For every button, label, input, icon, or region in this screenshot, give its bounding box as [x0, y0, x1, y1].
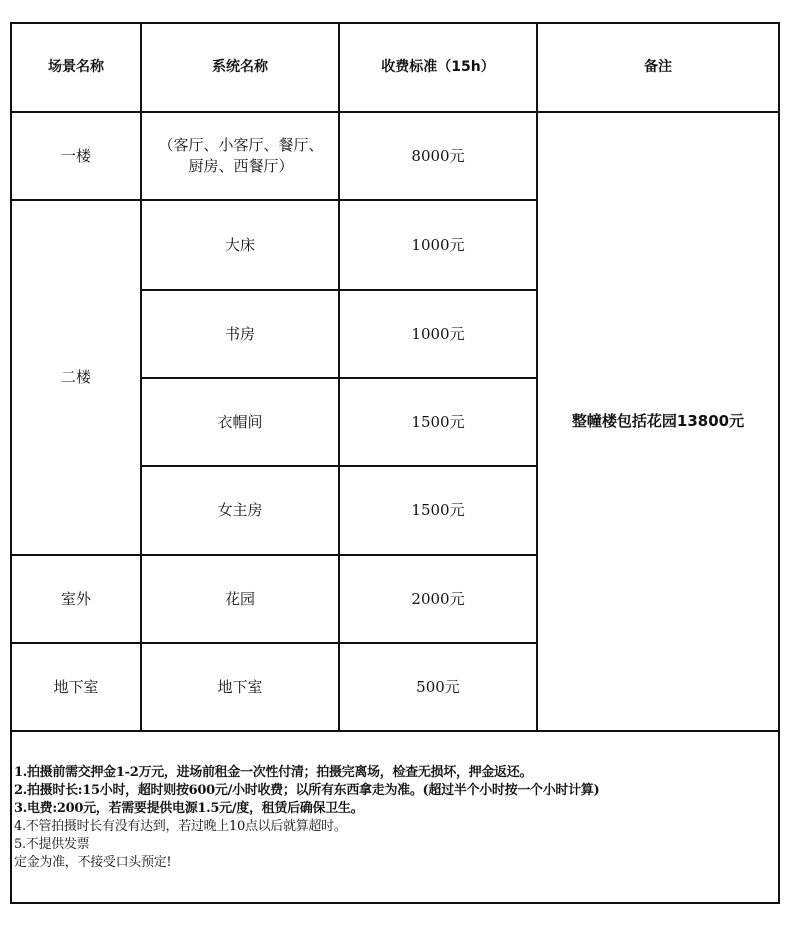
- header-fee: 收费标准（15h）: [381, 59, 495, 75]
- floor-second: 二楼: [60, 368, 91, 386]
- floor-basement: 地下室: [53, 677, 99, 696]
- note-deposit: 1.拍摄前需交押金1-2万元，进场前租金一次性付清；拍摄完离场，检查无损坏，押金返还。: [14, 765, 533, 780]
- system-cloakroom: 衣帽间: [217, 412, 263, 431]
- fee-master-bedroom: 1500元: [411, 501, 465, 519]
- system-study: 书房: [224, 324, 255, 343]
- remark-whole-building: 整幢楼包括花园13800元: [571, 412, 745, 430]
- system-garden: 花园: [224, 589, 255, 608]
- fee-basement: 500元: [416, 677, 460, 696]
- note-duration: 2.拍摄时长:15小时，超时则按600元/小时收费；以所有东西拿走为准。(超过半个小时按一个小时计算): [14, 783, 600, 798]
- note-no-invoice: 5.不提供发票: [14, 837, 90, 852]
- fee-cloakroom: 1500元: [411, 412, 465, 431]
- system-first-floor-rooms: （客厅、小客厅、餐厅、厨房、西餐厅）: [158, 136, 324, 175]
- fee-big-bed: 1000元: [411, 235, 465, 254]
- note-electricity: 3.电费:200元，若需要提供电源1.5元/度，租赁后确保卫生。: [14, 801, 364, 816]
- header-scene: 场景名称: [48, 59, 104, 75]
- fee-garden: 2000元: [411, 589, 465, 608]
- note-overtime: 4.不管拍摄时长有没有达到，若过晚上10点以后就算超时。: [14, 819, 347, 834]
- system-big-bed: 大床: [224, 235, 255, 254]
- floor-first: 一楼: [60, 146, 91, 165]
- pricing-table: [10, 22, 780, 732]
- header-system: 系统名称: [212, 59, 268, 75]
- system-basement: 地下室: [217, 677, 263, 696]
- fee-first-floor: 8000元: [411, 146, 465, 165]
- header-remark: 备注: [644, 59, 672, 75]
- fee-study: 1000元: [411, 324, 465, 343]
- terms-notes: [10, 730, 780, 904]
- note-deposit-booking: 定金为准，不接受口头预定!: [14, 855, 172, 870]
- system-master-bedroom: 女主房: [217, 501, 263, 519]
- floor-outdoor: 室外: [60, 589, 91, 608]
